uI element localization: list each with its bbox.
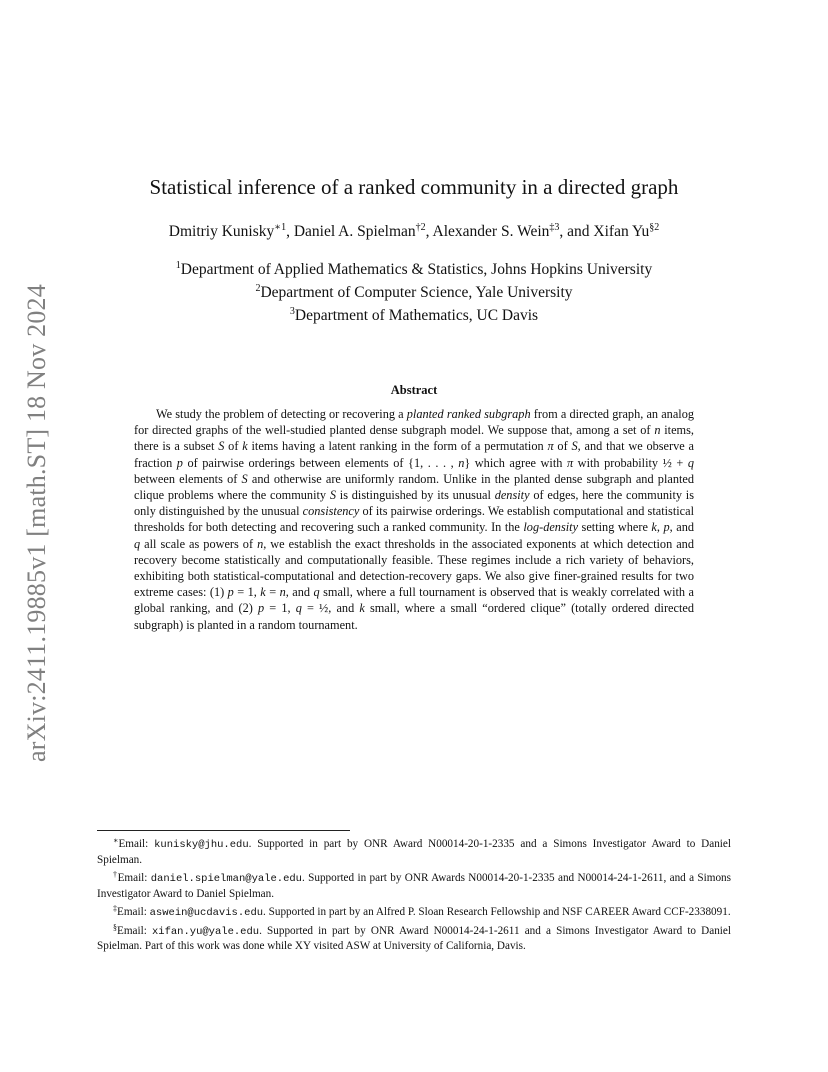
footnote-email-label: Email: bbox=[117, 905, 150, 918]
abstract-run: of pairwise orderings between elements of {1, . . . , bbox=[182, 455, 459, 470]
abstract-run: We study the problem of detecting or recovering a bbox=[156, 407, 407, 421]
abstract-emphasis: S bbox=[571, 439, 578, 454]
abstract-emphasis: q bbox=[134, 536, 141, 551]
abstract-run: from a directed graph, an analog for directed graphs of the well-studied planted dense subgraph model. We suppose that, among a set of bbox=[134, 407, 694, 438]
abstract-run: items, there is a subset bbox=[134, 423, 694, 454]
email-address[interactable]: kunisky@jhu.edu bbox=[154, 839, 249, 851]
abstract-run: of edges, here the community is only distinguished by the unusual bbox=[134, 488, 694, 519]
abstract-emphasis: n bbox=[458, 455, 465, 470]
paper-title: Statistical inference of a ranked community in a directed graph bbox=[149, 175, 679, 199]
abstract-emphasis: q bbox=[687, 455, 695, 470]
affiliation-mark: 1 bbox=[175, 260, 181, 271]
abstract-run: is distinguished by its unusual bbox=[336, 488, 495, 503]
arxiv-identifier: arXiv:2411.19885v1 [math.ST] 18 Nov 2024 bbox=[22, 284, 51, 762]
affiliation bbox=[0, 302, 828, 325]
abstract-emphasis: p bbox=[176, 455, 183, 470]
footnote-text: . Supported in part by ONR Awards N00014-20-1-2335 and N00014-24-1-2611, and a Simons Investigator Award to Daniel Spielman. bbox=[97, 871, 732, 900]
abstract-run: = bbox=[265, 585, 280, 600]
affiliation-text: Department of Applied Mathematics & Statistics, Johns Hopkins University bbox=[180, 261, 653, 278]
footnote-email-label: Email: bbox=[118, 838, 155, 850]
abstract-run: setting where bbox=[578, 520, 652, 535]
abstract-emphasis: p bbox=[663, 520, 670, 535]
abstract-run: with probability ½ + bbox=[573, 455, 688, 470]
affiliation bbox=[0, 279, 828, 302]
abstract-run: , and bbox=[285, 585, 314, 600]
affiliation-text: Department of Mathematics, UC Davis bbox=[294, 307, 539, 324]
abstract-run: , we establish the exact thresholds in the associated exponents at which detection and recovery become statistically and computationally feasible. These regimes include a rich variety of behaviors, exhibiting both statistical-computational and detection-recovery gaps. We also give finer-grained results for two extreme cases: (1) bbox=[134, 536, 694, 600]
author-mark: †2 bbox=[415, 222, 426, 233]
arxiv-sidebar bbox=[20, 268, 54, 778]
affiliation-mark: 2 bbox=[255, 283, 261, 294]
footnote-email-label: Email: bbox=[117, 871, 151, 884]
abstract-emphasis: k bbox=[242, 439, 248, 454]
abstract-emphasis: n bbox=[279, 585, 286, 600]
email-address[interactable]: aswein@ucdavis.edu bbox=[149, 906, 264, 919]
footnote-mark: ∗ bbox=[113, 836, 119, 845]
abstract-emphasis: planted ranked subgraph bbox=[406, 407, 531, 421]
abstract-emphasis: k bbox=[359, 601, 365, 616]
abstract-run: = 1, bbox=[233, 585, 261, 600]
author-separator: , and bbox=[559, 223, 594, 240]
abstract-run: of bbox=[553, 439, 572, 454]
abstract-emphasis: k bbox=[651, 520, 657, 535]
affiliation-text: Department of Computer Science, Yale University bbox=[260, 284, 573, 301]
abstract-run: items having a latent ranking in the form of a permutation bbox=[247, 439, 548, 454]
author-name: Xifan Yu bbox=[593, 223, 650, 240]
abstract-run: small, where a full tournament is observed that is weakly correlated with a global ranking, and (2) bbox=[134, 585, 694, 616]
abstract-emphasis: π bbox=[566, 455, 574, 470]
affiliation-list bbox=[0, 256, 828, 325]
abstract-run: , and bbox=[669, 520, 694, 535]
abstract-run: , and that we observe a fraction bbox=[134, 439, 694, 470]
author-separator: , bbox=[425, 223, 433, 240]
author-mark: §2 bbox=[649, 222, 660, 233]
abstract-run: of bbox=[224, 439, 243, 454]
abstract-emphasis: n bbox=[257, 536, 264, 551]
abstract-emphasis: consistency bbox=[302, 504, 360, 519]
abstract-run: of its pairwise orderings. We establish computational and statistical thresholds for both detecting and recovering such a ranked community. In the bbox=[134, 504, 694, 535]
author-name: Daniel A. Spielman bbox=[293, 223, 416, 240]
abstract-run: = ½, and bbox=[301, 601, 360, 616]
author-name: Dmitriy Kunisky bbox=[168, 223, 275, 240]
author-list bbox=[0, 222, 828, 241]
footnote bbox=[97, 834, 731, 868]
abstract-run: = 1, bbox=[264, 601, 296, 616]
footnote bbox=[97, 921, 731, 955]
footnote-text: . Supported in part by ONR Award N00014-24-1-2611 and a Simons Investigator Award to Daniel Spielman. Part of this work was done while XY visited ASW at University of California, Davis. bbox=[97, 924, 731, 953]
footnote-text: . Supported in part by ONR Award N00014-20-1-2335 and a Simons Investigator Award to Daniel Spielman. bbox=[97, 838, 731, 866]
footnote-email-label: Email: bbox=[117, 924, 152, 937]
footnotes bbox=[97, 834, 731, 954]
abstract-emphasis: S bbox=[329, 488, 336, 503]
abstract-run: } which agree with bbox=[464, 455, 567, 470]
abstract-text bbox=[134, 406, 694, 633]
abstract-emphasis: n bbox=[654, 423, 661, 438]
affiliation bbox=[0, 256, 828, 279]
abstract-emphasis: density bbox=[494, 488, 530, 503]
abstract-emphasis: S bbox=[218, 439, 225, 454]
abstract-emphasis: q bbox=[295, 601, 302, 616]
abstract-heading: Abstract bbox=[390, 383, 438, 397]
affiliation-mark: 3 bbox=[289, 306, 295, 317]
email-address[interactable]: xifan.yu@yale.edu bbox=[151, 925, 260, 938]
abstract-emphasis: p bbox=[227, 585, 234, 600]
footnote-text: . Supported in part by an Alfred P. Sloan Research Fellowship and NSF CAREER Award CCF-2338091. bbox=[263, 905, 731, 918]
abstract-emphasis: p bbox=[257, 601, 265, 616]
author-separator: , bbox=[286, 223, 294, 240]
author-mark: ∗1 bbox=[274, 222, 287, 233]
abstract-run: , bbox=[656, 520, 664, 535]
abstract-run: all scale as powers of bbox=[140, 536, 258, 551]
abstract-run: small, where a small “ordered clique” (totally ordered directed subgraph) is planted in a random tournament. bbox=[134, 601, 694, 632]
footnote-mark: § bbox=[113, 922, 117, 932]
footnote bbox=[97, 868, 731, 902]
abstract-emphasis: log-density bbox=[523, 520, 579, 535]
footnote-divider bbox=[97, 830, 350, 831]
abstract-emphasis: q bbox=[313, 585, 320, 600]
abstract-run: and otherwise are uniformly random. Unlike in the planted dense subgraph and planted clique problems where the community bbox=[134, 471, 694, 503]
author-mark: ‡3 bbox=[549, 222, 560, 233]
email-address[interactable]: daniel.spielman@yale.edu bbox=[150, 872, 302, 885]
abstract-emphasis: S bbox=[241, 471, 248, 486]
footnote bbox=[97, 902, 731, 921]
abstract-emphasis: π bbox=[547, 439, 554, 454]
footnote-mark: ‡ bbox=[113, 903, 117, 913]
abstract-emphasis: k bbox=[260, 585, 266, 600]
author-name: Alexander S. Wein bbox=[432, 223, 550, 240]
footnote-mark: † bbox=[113, 869, 118, 879]
abstract-run: between elements of bbox=[134, 471, 242, 486]
